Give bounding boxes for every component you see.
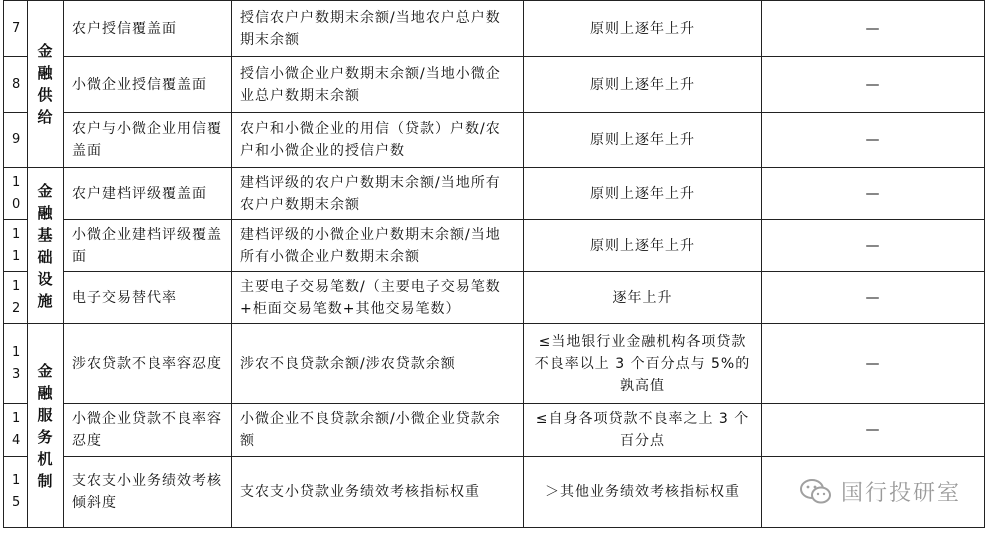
indicator-name: 农户与小微企业用信覆盖面 (64, 113, 232, 168)
row-number: 7 (4, 1, 28, 57)
watermark-text: 国行投研室 (840, 481, 961, 506)
indicator-weight: — (762, 57, 985, 113)
category-cell: 金 融 基 础 设 施 (28, 168, 64, 324)
row-number: 1 0 (4, 168, 28, 220)
row-number: 1 3 (4, 324, 28, 404)
table-row (4, 57, 985, 113)
row-number: 8 (4, 57, 28, 113)
category-cell: 金 融 服 务 机 制 (28, 324, 64, 528)
indicator-formula: 授信小微企业户数期末余额/当地小微企业总户数期末余额 (232, 57, 524, 113)
indicator-weight: — (762, 1, 985, 57)
indicator-formula: 农户和小微企业的用信（贷款）户数/农户和小微企业的授信户数 (232, 113, 524, 168)
row-number: 9 (4, 113, 28, 168)
indicator-formula: 主要电子交易笔数/（主要电子交易笔数+柜面交易笔数+其他交易笔数） (232, 272, 524, 324)
table-row (4, 404, 985, 457)
indicator-weight: — (762, 404, 985, 457)
table-row (4, 220, 985, 272)
table-row (4, 168, 985, 220)
indicator-weight: — (762, 168, 985, 220)
indicator-formula: 涉农不良贷款余额/涉农贷款余额 (232, 324, 524, 404)
indicator-weight: — (762, 113, 985, 168)
row-number: 1 5 (4, 457, 28, 528)
indicator-name: 农户建档评级覆盖面 (64, 168, 232, 220)
indicator-standard: 原则上逐年上升 (524, 57, 762, 113)
indicator-name: 小微企业贷款不良率容忍度 (64, 404, 232, 457)
indicator-formula: 授信农户户数期末余额/当地农户总户数期末余额 (232, 1, 524, 57)
indicator-standard: ≤自身各项贷款不良率之上 3 个百分点 (524, 404, 762, 457)
table-row (4, 324, 985, 404)
indicator-weight: — (762, 272, 985, 324)
indicator-standard: 逐年上升 (524, 272, 762, 324)
indicator-standard: 原则上逐年上升 (524, 1, 762, 57)
wechat-icon (799, 478, 833, 506)
indicator-name: 支农支小业务绩效考核倾斜度 (64, 457, 232, 528)
row-number: 1 2 (4, 272, 28, 324)
indicator-standard: ＞其他业务绩效考核指标权重 (524, 457, 762, 528)
indicator-table (3, 0, 985, 528)
indicator-name: 农户授信覆盖面 (64, 1, 232, 57)
category-cell: 金 融 供 给 (28, 1, 64, 168)
indicator-weight: — (762, 324, 985, 404)
indicator-name: 小微企业授信覆盖面 (64, 57, 232, 113)
indicator-standard: 原则上逐年上升 (524, 168, 762, 220)
table-row (4, 1, 985, 57)
indicator-formula: 支农支小贷款业务绩效考核指标权重 (232, 457, 524, 528)
indicator-weight: — (762, 220, 985, 272)
row-number: 1 1 (4, 220, 28, 272)
indicator-name: 电子交易替代率 (64, 272, 232, 324)
indicator-standard: 原则上逐年上升 (524, 113, 762, 168)
table-row (4, 113, 985, 168)
table-row (4, 272, 985, 324)
indicator-name: 小微企业建档评级覆盖面 (64, 220, 232, 272)
indicator-standard: 原则上逐年上升 (524, 220, 762, 272)
indicator-standard: ≤当地银行业金融机构各项贷款不良率以上 3 个百分点与 5%的孰高值 (524, 324, 762, 404)
indicator-formula: 建档评级的农户户数期末余额/当地所有农户户数期末余额 (232, 168, 524, 220)
indicator-formula: 小微企业不良贷款余额/小微企业贷款余额 (232, 404, 524, 457)
indicator-name: 涉农贷款不良率容忍度 (64, 324, 232, 404)
watermark (799, 476, 961, 507)
indicator-formula: 建档评级的小微企业户数期末余额/当地所有小微企业户数期末余额 (232, 220, 524, 272)
row-number: 1 4 (4, 404, 28, 457)
